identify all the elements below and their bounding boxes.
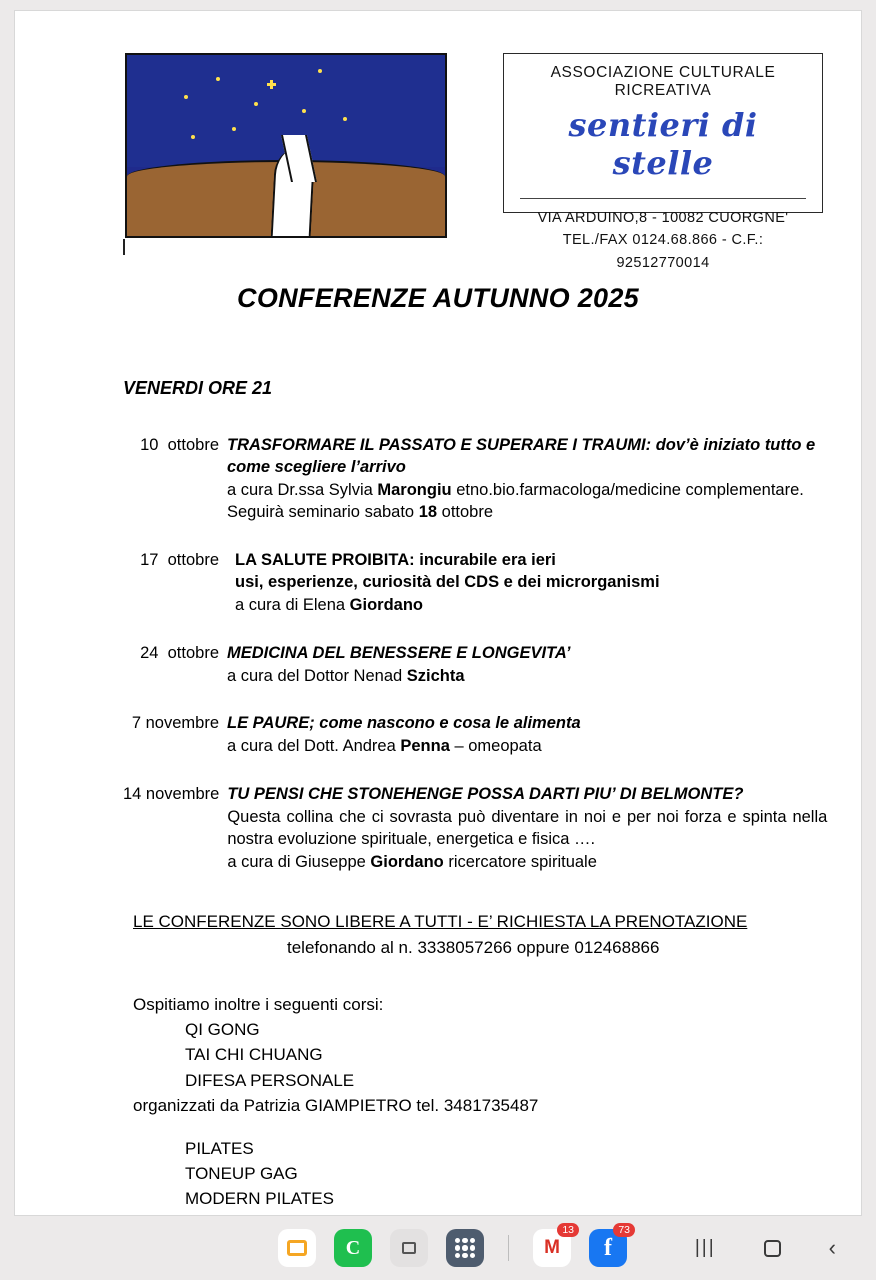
- talk-date: 7 novembre: [131, 714, 219, 733]
- talk-detail-bold2: 18: [418, 502, 438, 521]
- course-organizer: organizzati da Patrizia GIAMPIETRO tel. 3481735487: [133, 1095, 539, 1115]
- system-nav-bar: [695, 1237, 836, 1259]
- spacer: [133, 1118, 861, 1136]
- talk-detail-pre: a cura Dr.ssa Sylvia: [227, 480, 378, 499]
- list-item: [15, 643, 861, 688]
- talk-detail-pre: a cura del Dottor Nenad: [227, 666, 407, 685]
- gmail-app-icon[interactable]: [533, 1224, 574, 1267]
- talk-detail: [235, 595, 827, 617]
- talks-list: [15, 435, 861, 874]
- course-item: QI GONG: [185, 1020, 260, 1040]
- talk-detail-pre: a cura del Dott. Andrea: [227, 737, 401, 756]
- folder-icon: [287, 1240, 307, 1256]
- talk-body: [227, 550, 827, 617]
- home-button[interactable]: [764, 1240, 781, 1257]
- dock-app-list: [278, 1224, 630, 1267]
- list-item: [15, 435, 861, 524]
- facebook-icon: f: [604, 1235, 612, 1261]
- currency-icon: C: [345, 1236, 361, 1259]
- talk-detail-post: ricercatore spirituale: [443, 853, 597, 872]
- talk-detail-pre: a cura di Elena: [235, 595, 350, 614]
- talk-speaker: Marongiu: [377, 480, 452, 499]
- courses-intro: Ospitiamo inoltre i seguenti corsi:: [133, 995, 384, 1015]
- talk-date: 10 ottobre: [140, 436, 219, 454]
- talk-body: [227, 784, 827, 874]
- association-logo-box: [503, 53, 823, 271]
- courses-section: [133, 992, 861, 1216]
- course-item: MODERN PILATES: [185, 1189, 334, 1209]
- booking-notice: LE CONFERENZE SONO LIBERE A TUTTI - E’ RICHIESTA LA PRENOTAZIONE: [133, 912, 748, 932]
- association-type: ASSOCIAZIONE CULTURALE RICREATIVA: [550, 64, 776, 99]
- association-brand: sentieri di stelle: [568, 106, 758, 182]
- facebook-app-icon[interactable]: [589, 1224, 630, 1267]
- talk-detail-post: etno.bio.farmacologa/medicine complementare. Seguirà seminario sabato: [227, 480, 804, 521]
- star-icon: [191, 135, 195, 139]
- notification-badge: 73: [613, 1223, 635, 1237]
- talk-detail-pre: a cura di Giuseppe: [227, 853, 371, 872]
- notes-app-icon[interactable]: [390, 1229, 428, 1267]
- association-address: VIA ARDUINO,8 - 10082 CUORGNE': [537, 210, 789, 226]
- talk-detail: [227, 852, 827, 874]
- star-icon: [216, 77, 220, 81]
- talk-detail: [227, 666, 827, 688]
- talk-speaker: Giordano: [349, 595, 423, 614]
- talk-speaker: Giordano: [370, 853, 444, 872]
- envelope-icon: M: [544, 1237, 560, 1258]
- list-item: [15, 713, 861, 758]
- note-icon: [402, 1242, 416, 1254]
- star-icon: [343, 117, 347, 121]
- talk-detail-post2: ottobre: [437, 502, 494, 521]
- scan-artifact: [123, 239, 125, 255]
- schedule-subtitle: VENERDI ORE 21: [123, 378, 273, 398]
- talk-detail: [227, 480, 827, 524]
- talk-body: [227, 643, 827, 688]
- dock-divider: [508, 1235, 509, 1261]
- recents-button[interactable]: |||: [694, 1237, 716, 1258]
- talk-body: [227, 435, 827, 524]
- divider: [520, 198, 806, 199]
- talk-headline: TU PENSI CHE STONEHENGE POSSA DARTI PIU’ DI BELMONTE?: [227, 785, 744, 804]
- talk-date: 17 ottobre: [140, 550, 219, 569]
- list-item: [15, 550, 861, 617]
- page-title: CONFERENZE AUTUNNO 2025: [237, 283, 639, 313]
- grid-icon: [455, 1238, 475, 1258]
- app-drawer-icon[interactable]: [446, 1229, 484, 1267]
- notification-badge: 13: [557, 1223, 579, 1237]
- talk-headline: MEDICINA DEL BENESSERE E LONGEVITA’: [227, 643, 571, 662]
- talk-headline-second: usi, esperienze, curiosità del CDS e dei microrganismi: [235, 572, 660, 591]
- cash-app-icon[interactable]: [334, 1229, 372, 1267]
- android-dock: [0, 1216, 876, 1280]
- files-app-icon[interactable]: [278, 1229, 316, 1267]
- talk-speaker: Szichta: [406, 666, 465, 685]
- starry-path-illustration: [125, 53, 447, 238]
- back-button[interactable]: ‹: [828, 1235, 836, 1260]
- talk-speaker: Penna: [400, 737, 450, 756]
- document-page: [14, 10, 862, 1216]
- course-item: PILATES: [185, 1138, 254, 1158]
- booking-phones: telefonando al n. 3338057266 oppure 012468866: [287, 938, 660, 958]
- talk-detail: [227, 736, 827, 758]
- association-contact: TEL./FAX 0124.68.866 - C.F.: 92512770014: [562, 232, 764, 271]
- course-item: DIFESA PERSONALE: [185, 1070, 355, 1090]
- course-item: TONEUP GAG: [185, 1164, 298, 1183]
- list-item: [15, 784, 861, 874]
- talk-headline: TRASFORMARE IL PASSATO E SUPERARE I TRAUMI: dov’è iniziato tutto e come scegliere l’arrivo: [227, 436, 816, 476]
- talk-paragraph: Questa collina che ci sovrasta può diventare in noi e per noi forza e spinta nella nostra evoluzione spirituale, energetica e fisica ….: [227, 808, 828, 849]
- course-item: TAI CHI CHUANG: [185, 1045, 323, 1065]
- talk-body: [227, 713, 827, 758]
- document-header: [15, 11, 861, 271]
- talk-headline: LA SALUTE PROIBITA: incurabile era ieri: [235, 550, 556, 569]
- talk-date: 24 ottobre: [140, 643, 219, 662]
- talk-detail-post: – omeopata: [449, 737, 542, 756]
- talk-date: 14 novembre: [123, 785, 220, 804]
- talk-headline: LE PAURE; come nascono e cosa le alimenta: [227, 714, 581, 733]
